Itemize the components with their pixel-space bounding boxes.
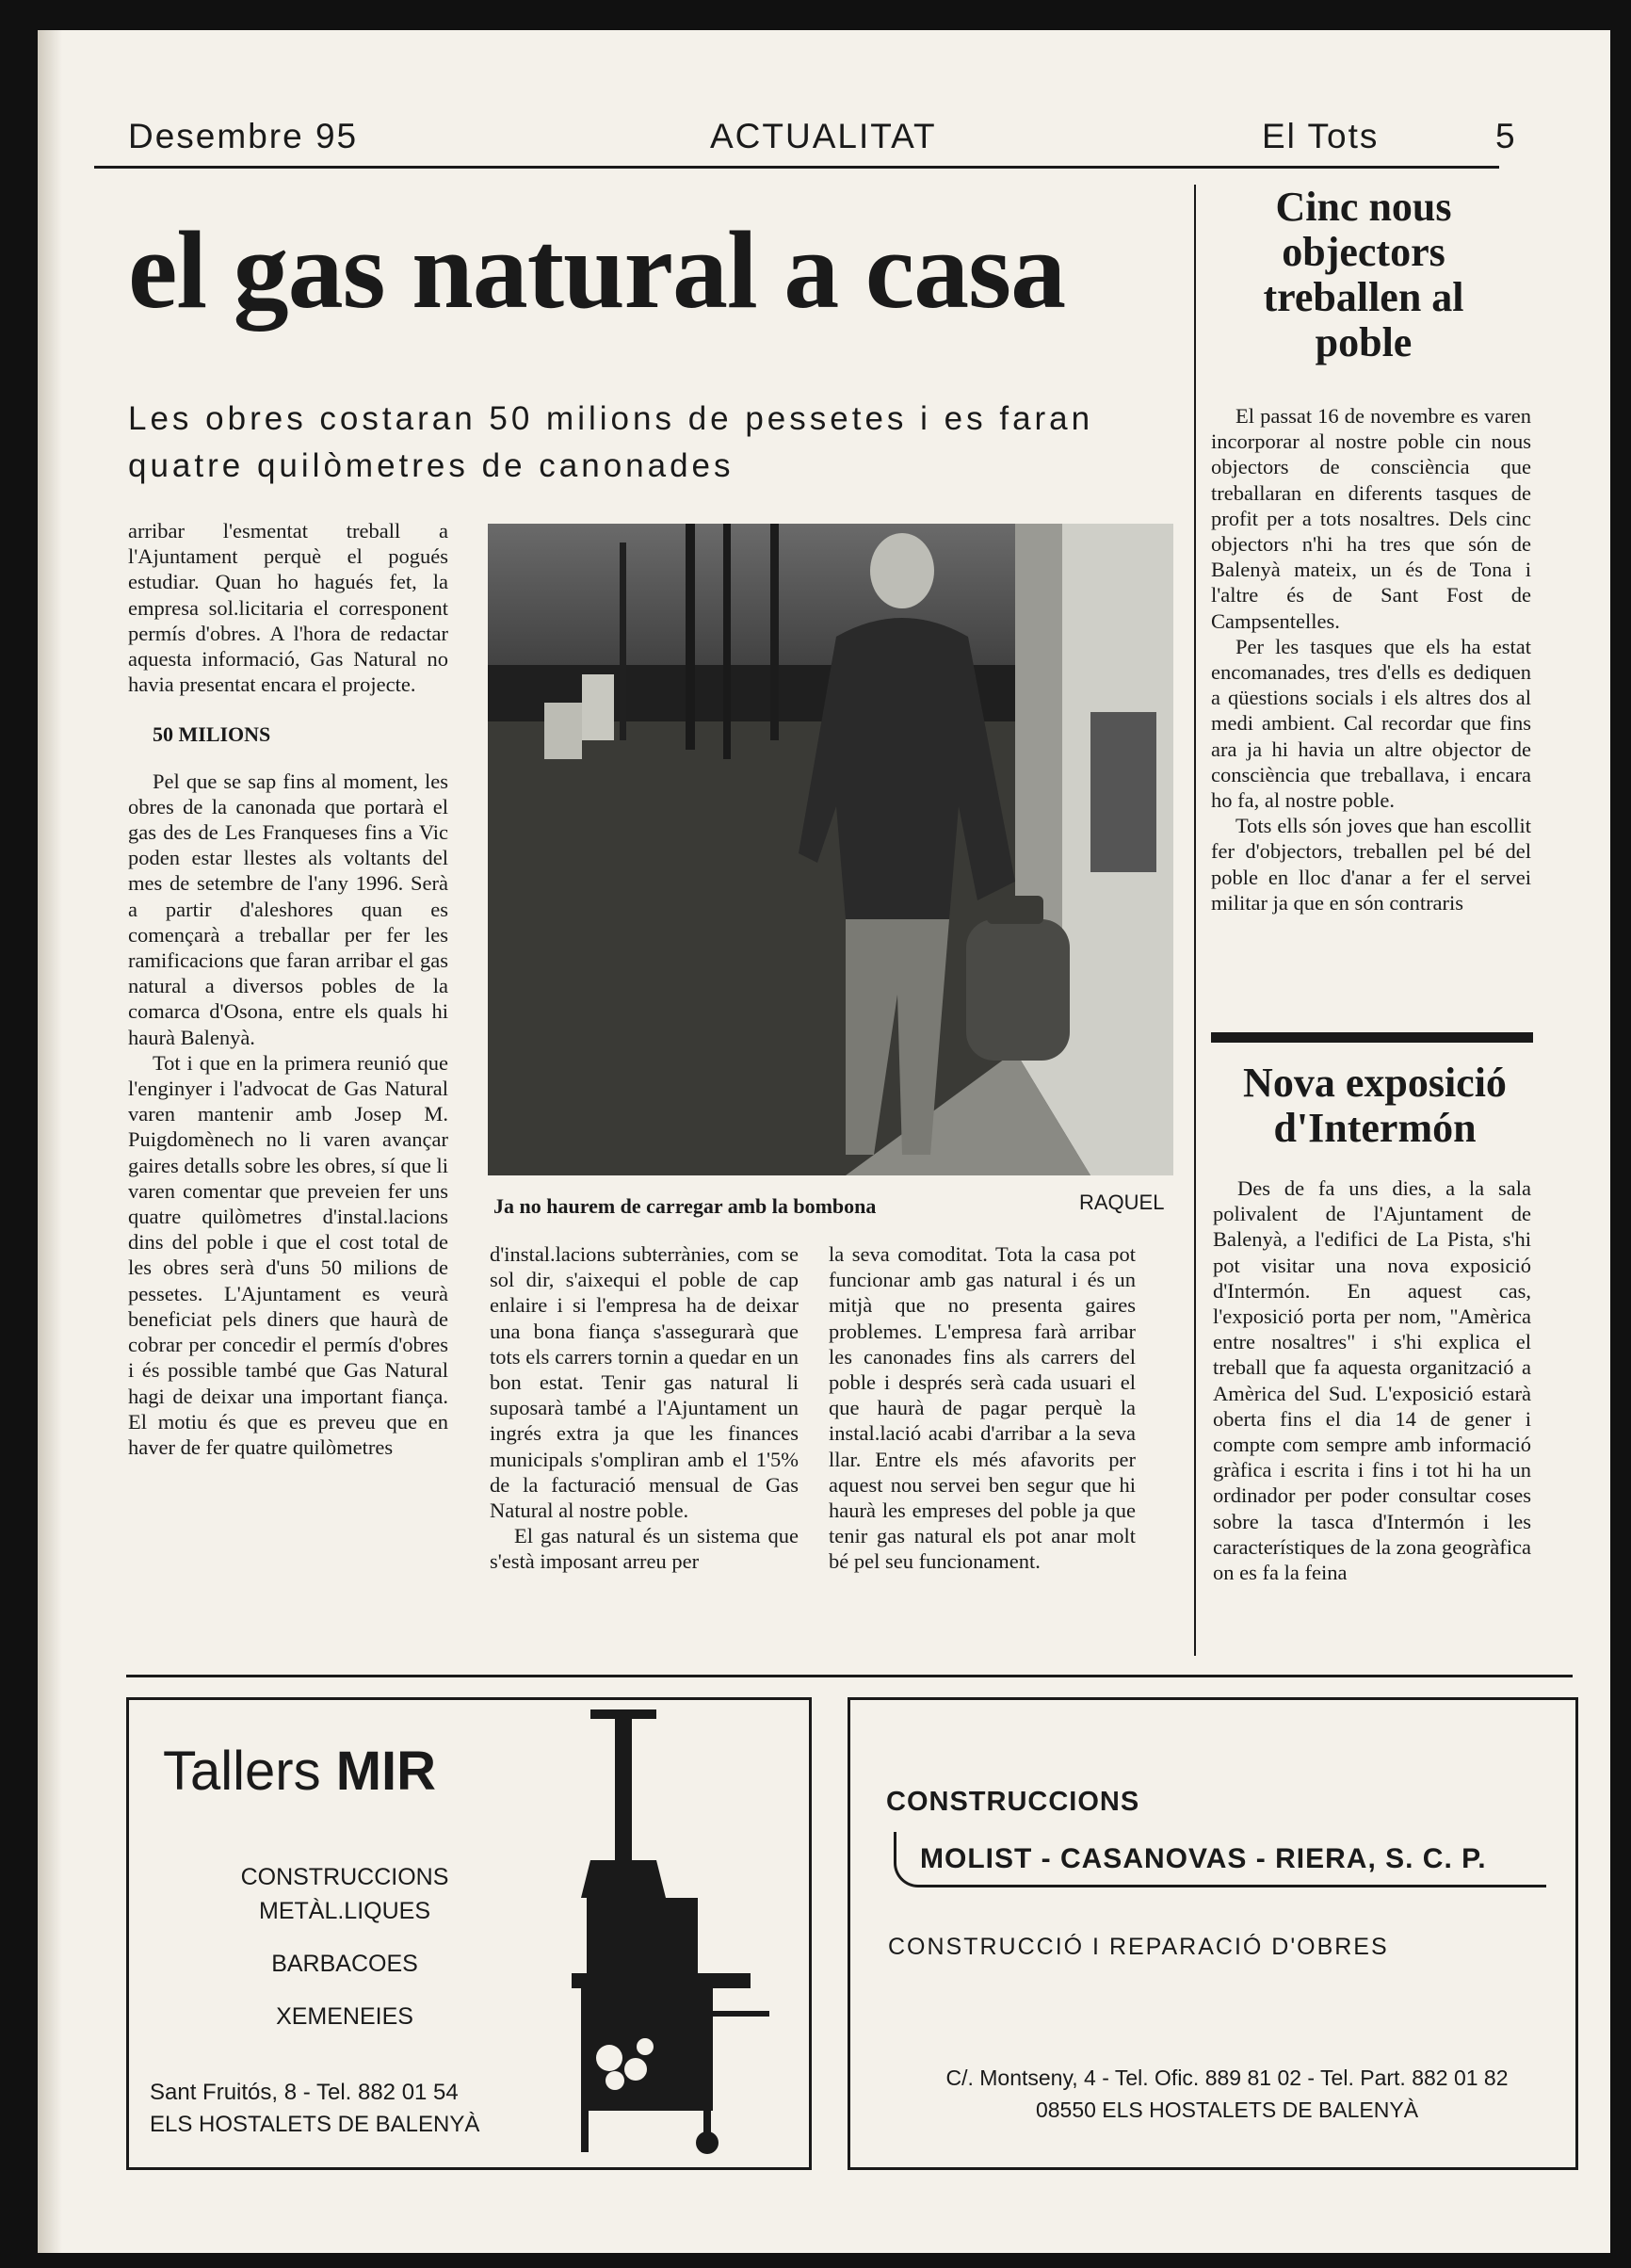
ads-top-rule <box>126 1675 1573 1677</box>
sidebar-headline-objectors <box>1213 185 1514 365</box>
page-spine-shadow <box>38 30 62 2253</box>
article-column-3 <box>829 1241 1136 1575</box>
header-publication: El Tots <box>1262 117 1380 155</box>
article-column-2 <box>490 1241 799 1575</box>
photo-credit: RAQUEL <box>1079 1191 1165 1214</box>
headline-line: objectors <box>1282 229 1445 275</box>
headline-line: Nova exposició <box>1243 1060 1507 1106</box>
ad-construccions <box>848 1697 1578 2170</box>
headline-line: poble <box>1315 319 1413 365</box>
ad-services <box>227 1860 462 2033</box>
sidebar-separator <box>1211 1032 1533 1043</box>
service-line: CONSTRUCCIONS <box>240 1864 449 1890</box>
article-subheadline: Les obres costaran 50 milions de pessetes i es faran quatre quilòmetres de canonades <box>128 400 1094 484</box>
sidebar-objectors-text <box>1211 403 1531 915</box>
ad-brand <box>163 1740 436 1803</box>
sidebar-intermon-text <box>1213 1175 1531 1585</box>
service-line: XEMENEIES <box>276 2003 413 2030</box>
brand-name: Tallers <box>163 1741 321 1802</box>
ad-address <box>150 2077 479 2141</box>
article-paragraph: Des de fa uns dies, a la sala polivalent de l'Ajuntament de Balenyà, a l'edifici de La Pista, s'hi pot visitar una nova exposició d'Intermón. En aquest cas, l'exposició porta per nom, "Amèrica entre nosaltres" i s'hi explica el treball que fa aquesta organització a Amèrica del Sud. L'exposició estarà oberta fins el dia 14 de gener i compte com sempre amb informació gràfica i escrita i fins i tot hi ha un ordinador per poder consultar coses sobre la tasca d'Intermón i les característiques de la zona geogràfica on es fa la feina <box>1213 1176 1531 1585</box>
town-line: 08550 ELS HOSTALETS DE BALENYÀ <box>1035 2098 1419 2122</box>
article-column-1 <box>128 518 448 1460</box>
ad-construccions-title: CONSTRUCCIONS <box>886 1787 1140 1817</box>
headline-line: Cinc nous <box>1275 184 1452 230</box>
section-heading: 50 MILIONS <box>153 722 271 747</box>
headline-line: treballen al <box>1263 274 1464 320</box>
photo-caption: Ja no haurem de carregar amb la bombona <box>493 1194 877 1218</box>
town-line: ELS HOSTALETS DE BALENYÀ <box>150 2112 480 2137</box>
article-paragraph: la seva comoditat. Tota la casa pot funcionar amb gas natural i és un mitjà que no presenta gaires problemes. L'empresa farà arribar les canonades fins als carrers del poble i després serà cada usuari el que haurà de pagar perquè la instal.lació acabi d'arribar a la seva llar. Entre els més afavorits per aquest nou servei ben segur que hi haurà les empreses del poble ja que tenir gas natural els pot anar molt bé pel seu funcionament. <box>829 1242 1136 1574</box>
address-line: C/. Montseny, 4 - Tel. Ofic. 889 81 02 - Tel. Part. 882 01 82 <box>945 2066 1509 2090</box>
article-paragraph: Per les tasques que els ha estat encomanades, tres d'ells es dediquen a qüestions socials i els altres dos al medi ambient. Cal recordar que fins ara ja hi havia un altre objector de consciència que treballava, i encara ho fa, al nostre poble. <box>1211 634 1531 813</box>
article-paragraph: El passat 16 de novembre es varen incorporar al nostre poble cin nous objectors de consciència que treballaran en diferents tasques de profit per a tots nosaltres. Dels cinc objectors n'hi ha tres que són de Balenyà mateix, un és de Tona i l'altre és de Sant Fost de Campsentelles. <box>1211 404 1531 633</box>
sidebar-headline-intermon <box>1205 1061 1544 1151</box>
article-paragraph: El gas natural és un sistema que s'està imposant arreu per <box>490 1524 799 1574</box>
barbecue-icon <box>553 1700 779 2162</box>
article-paragraph: Tots ells són joves que han escollit fer d'objectors, treballen pel bé del poble en lloc d'anar a fer el servei militar ja que en són contraris <box>1211 814 1531 915</box>
article-paragraph: arribar l'esmentat treball a l'Ajuntament perquè el pogués estudiar. Quan ho hagués fet, la empresa sol.licitaria el corresponent permís d'obres. A l'hora de redactar aquesta informació, Gas Natural no havia presentat encara el projecte. <box>128 519 448 697</box>
article-paragraph: Tot i que en la primera reunió que l'enginyer i l'advocat de Gas Natural varen mantenir amb Josep M. Puigdomènech no li varen avançar gaires detalls sobre les obres, sí que li varen comentar que preveien fer uns quatre quilòmetres d'instal.lacions dins del poble i que el cost total de les obres serà d'uns 50 milions de pessetes. L'Ajuntament es veurà beneficiat pels diners que haurà de cobrar per concedir el permís d'obres i és possible també que Gas Natural hagi de deixar una important fiança. El motiu és que es preveu que en haver de fer quatre quilòmetres <box>128 1050 448 1459</box>
service-line: METÀL.LIQUES <box>259 1898 430 1924</box>
article-paragraph: Pel que se sap fins al moment, les obres de la canonada que portarà el gas des de Les Franqueses fins a Vic poden estar llestes als voltants del mes de setembre de l'any 1996. Serà a partir d'aleshores quan es començarà a treballar per fer les ramificacions que faran arribar el gas natural a diversos pobles de la comarca d'Osona, entre els quals hi haurà Balenyà. <box>128 769 448 1049</box>
brand-name-bold: MIR <box>335 1741 437 1802</box>
article-paragraph: d'instal.lacions subterrànies, com se sol dir, s'aixequi el poble de cap enlaire i si l'empresa ha de deixar una bona fiança s'assegurarà que tots els carrers tornin a quedar en un bon estat. Tenir gas natural li suposarà també a l'Ajuntament un ingrés extra ja que les finances municipals s'ompliran amb el 1'5% de la facturació mensual de Gas Natural al nostre poble. <box>490 1242 799 1523</box>
header-date: Desembre 95 <box>128 117 359 155</box>
header-section: ACTUALITAT <box>710 117 937 155</box>
article-photo <box>488 524 1173 1175</box>
ad-contact <box>916 2062 1538 2126</box>
ad-activity: CONSTRUCCIÓ I REPARACIÓ D'OBRES <box>888 1934 1389 1960</box>
address-line: Sant Fruitós, 8 - Tel. 882 01 54 <box>150 2080 459 2105</box>
service-line: BARBACOES <box>271 1951 418 1977</box>
column-divider <box>1194 185 1196 1656</box>
page-number: 5 <box>1495 117 1517 155</box>
headline-line: d'Intermón <box>1273 1105 1477 1151</box>
ad-company-name: MOLIST - CASANOVAS - RIERA, S. C. P. <box>920 1843 1487 1874</box>
ad-tallers-mir <box>126 1697 812 2170</box>
article-headline: el gas natural a casa <box>128 208 1066 332</box>
header-rule <box>94 166 1499 169</box>
